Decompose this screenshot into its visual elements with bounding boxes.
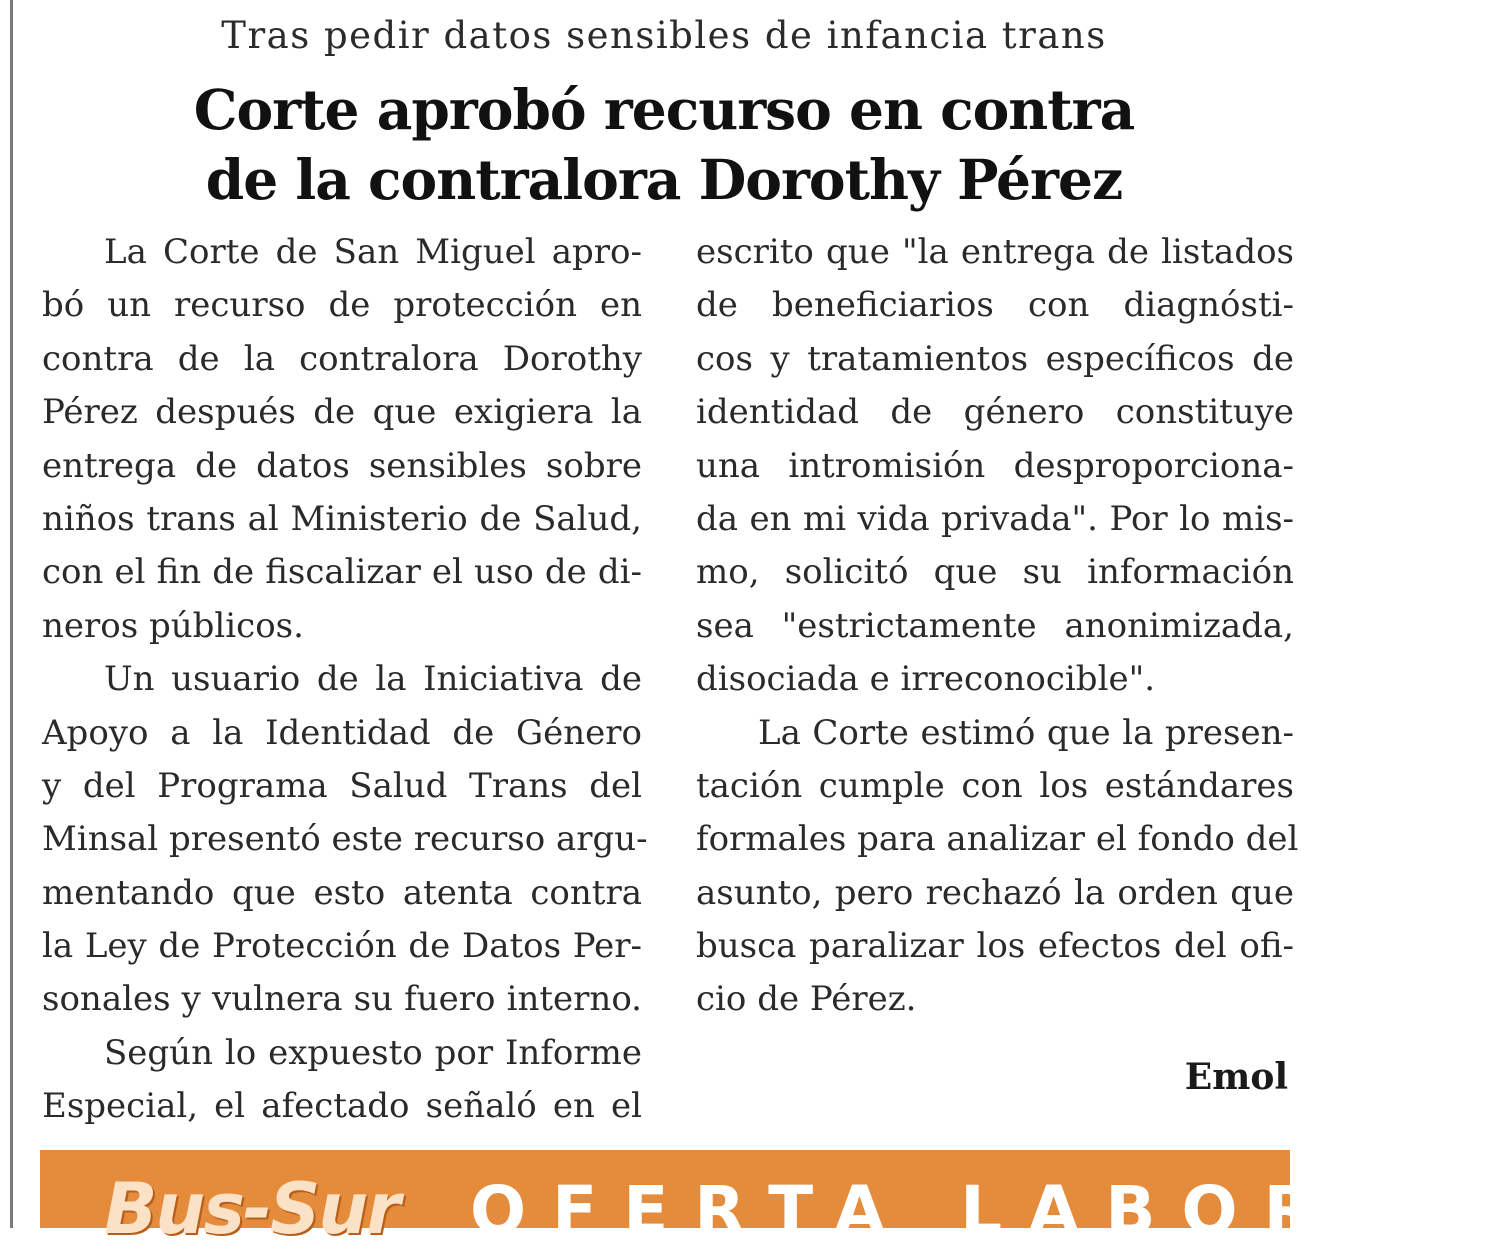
article-column-left <box>42 226 648 1134</box>
text-line: contra de la contralora Dorothy <box>42 338 642 379</box>
text-line: da en mi vida privada". Por lo mis- <box>696 498 1294 539</box>
job-ad-banner <box>40 1150 1486 1250</box>
text-line: Minsal presentó este recurso argu- <box>42 819 648 860</box>
text-line: Especial, el afectado señaló en el <box>42 1086 642 1127</box>
text-line: de beneficiarios con diagnósti- <box>696 285 1294 326</box>
text-line: Pérez después de que exigiera la <box>42 392 642 433</box>
text-line: formales para analizar el fondo del <box>696 819 1299 860</box>
text-line: La Corte estimó que la presen- <box>758 712 1294 753</box>
text-line: Según lo expuesto por Informe <box>104 1032 642 1073</box>
text-line: neros públicos. <box>42 605 304 646</box>
article-source: Emol <box>1184 1056 1288 1098</box>
text-line: sonales y vulnera su fuero interno. <box>42 979 642 1020</box>
text-line: Apoyo a la Identidad de Género <box>42 712 642 753</box>
text-line: busca paralizar los efectos del ofi- <box>696 926 1294 967</box>
text-line: asunto, pero rechazó la orden que <box>696 872 1294 913</box>
text-line: cio de Pérez. <box>696 979 917 1020</box>
text-line: La Corte de San Miguel apro- <box>104 232 642 272</box>
text-line: identidad de género constituye <box>696 392 1294 433</box>
ad-title: OFERTA LABORAL <box>470 1172 1486 1249</box>
article-kicker: Tras pedir datos sensibles de infancia trans <box>221 14 1107 57</box>
text-line: escrito que "la entrega de listados <box>696 232 1294 272</box>
text-line: cos y tratamientos específicos de <box>696 338 1294 379</box>
text-line: una intromisión desproporciona- <box>696 445 1294 486</box>
text-line: con el fin de fiscalizar el uso de di- <box>42 552 642 593</box>
text-line: bó un recurso de protección en <box>42 285 642 326</box>
text-line: disociada e irreconocible". <box>696 659 1156 700</box>
text-line: y del Programa Salud Trans del <box>42 765 642 806</box>
headline-line-1: Corte aprobó recurso en contra <box>193 77 1135 142</box>
text-line: mo, solicitó que su información <box>696 552 1294 593</box>
article-column-right <box>696 226 1299 1027</box>
text-line: niños trans al Ministerio de Salud, <box>42 498 642 539</box>
text-line: Un usuario de la Iniciativa de <box>104 659 642 700</box>
bus-sur-logo: Bus-Sur <box>104 1168 399 1250</box>
text-line: la Ley de Protección de Datos Per- <box>42 926 642 967</box>
text-line: tación cumple con los estándares <box>696 765 1294 806</box>
headline-line-2: de la contralora Dorothy Pérez <box>205 147 1123 212</box>
text-line: sea "estrictamente anonimizada, <box>696 605 1294 646</box>
text-line: entrega de datos sensibles sobre <box>42 445 642 486</box>
text-line: mentando que esto atenta contra <box>42 872 642 913</box>
